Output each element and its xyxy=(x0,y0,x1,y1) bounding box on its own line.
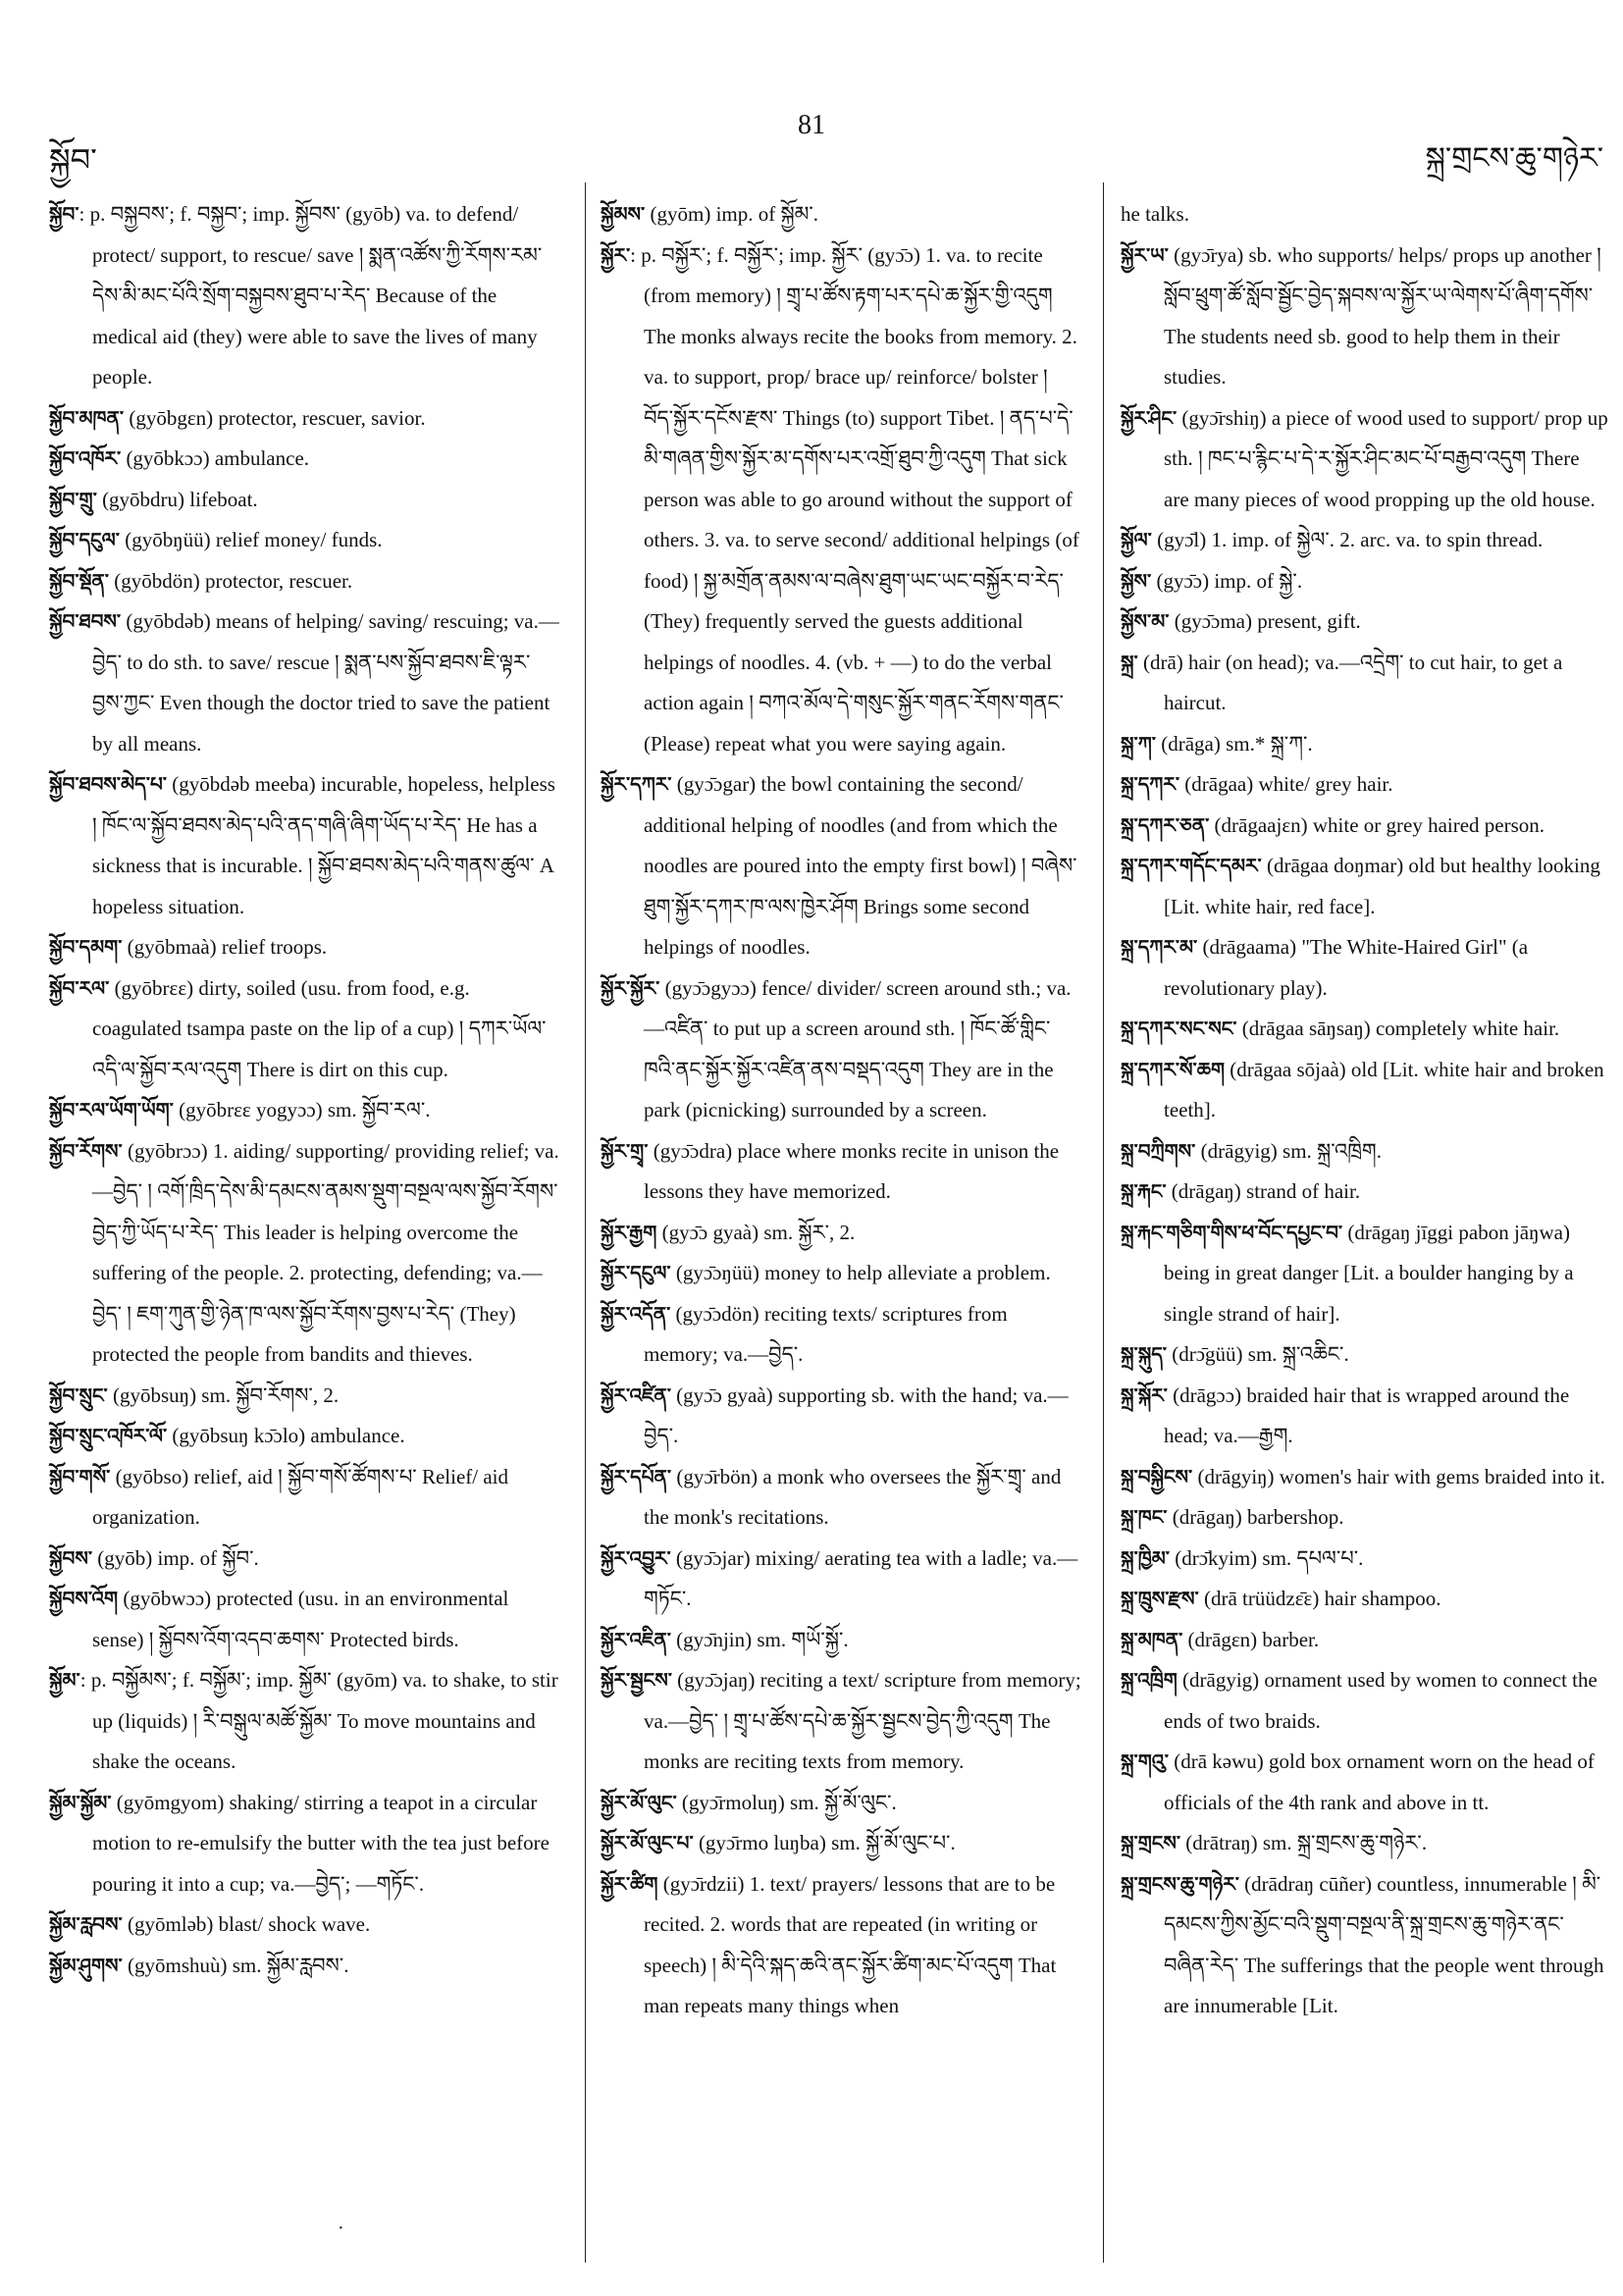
entry-definition: (drāgɔɔ) braided hair that is wrapped around the head; va.—རྒྱག. xyxy=(1164,1383,1570,1447)
entry-headword: སྐྱོར་དཔོན་ xyxy=(601,1464,672,1488)
entry-definition: (gyōb) imp. of སྐྱོབ་. xyxy=(92,1545,259,1570)
dictionary-entry xyxy=(601,194,1081,235)
dictionary-column-1 xyxy=(49,194,561,1986)
entry-definition: (gyɔ̄rmo luŋba) sm. སྐྱོ་མོ་ལུང་པ་. xyxy=(693,1831,956,1854)
entry-definition: (gyɔ̄rdzii) 1. text/ prayers/ lessons that are to be recited. 2. words that are repeated (in writing or speech) ། མི་དེའི་སྐད་ཆའི་ནང་སྐྱོར་ཚིག་མང་པོ་འདུག That man repeats many things when xyxy=(644,1871,1057,2017)
entry-definition: (drāgaa sōjaà) old [Lit. white hair and broken teeth]. xyxy=(1164,1057,1604,1122)
entry-headword: སྐྲ་བཀྲིགས་ xyxy=(1121,1138,1196,1163)
dictionary-column-3 xyxy=(1121,194,1609,2027)
dictionary-entry xyxy=(601,1294,1081,1376)
entry-definition: (drāgaa) white/ grey hair. xyxy=(1179,772,1393,796)
entry-headword: སྐྲ་ཁྱིམ་ xyxy=(1121,1545,1170,1570)
entry-definition: (drāgɛn) barber. xyxy=(1182,1627,1320,1651)
entry-headword: སྐྱོར་མོ་ལུང་ xyxy=(601,1790,677,1814)
dictionary-entry xyxy=(601,1823,1081,1864)
entry-definition: (drɔ̄kyim) sm. དཔལ་པ་. xyxy=(1169,1545,1364,1570)
entry-definition: : p. བསྐྱོམས་; f. བསྐྱོམ་; imp. སྐྱོམ་ (gyōm) va. to shake, to stir up (liquids) ། རི་བསྒུལ་མཚོ་སྐྱོམ་ To move mountains and shake the oceans. xyxy=(79,1668,558,1773)
entry-headword: སྐྱོར་འདོན་ xyxy=(601,1301,671,1326)
dictionary-entry xyxy=(1121,1742,1609,1823)
entry-headword: སྐྱོར་རྒྱག xyxy=(601,1220,657,1244)
entry-headword: སྐྱོས་མ་ xyxy=(1121,609,1170,633)
entry-definition: (gyɔ̄ɔ gyaà) supporting sb. with the hand; va.—བྱེད་. xyxy=(644,1383,1069,1447)
entry-headword: སྐྲ་དཀར་གདོང་དམར་ xyxy=(1121,854,1262,877)
entry-headword: སྐྱོབ་གྲུ་ xyxy=(49,487,97,511)
entry-definition: (gyɔ̄rya) sb. who supports/ helps/ props up another ། སློབ་ཕྲུག་ཚོ་སློབ་སྦྱོང་བྱེད་སྐབས་ལ་སྐྱོར་ཡ་ལེགས་པོ་ཞིག་དགོས་ The students need sb. good to help them in their studies. xyxy=(1164,242,1601,389)
entry-definition: (drātraŋ) sm. སྐྲ་གྲངས་ཆུ་གཉེར་. xyxy=(1180,1831,1428,1854)
entry-headword: སྐྱོམ་ xyxy=(49,1668,80,1692)
entry-definition: : p. བསྐྱོར་; f. བསྐྱོར་; imp. སྐྱོར་ (gyɔ̄ɔ) 1. va. to recite (from memory) ། གྲྭ་པ་ཚོས་རྟག་པར་དཔེ་ཆ་སྐྱོར་གྱི་འདུག The monks always recite the books from memory. 2. va. to support, prop/ brace up/ reinforce/ bolster ། བོད་སྐྱོར་དངོས་རྫས་ Things (to) support Tibet. ། ནད་པ་དེ་མི་གཞན་གྱིས་སྐྱོར་མ་དགོས་པར་འགྲོ་ཐུབ་ཀྱི་འདུག That sick person was able to go around without the support of others. 3. va. to serve second/ additional helpings (of food) ། སྐྱ་མགྲོན་ནམས་ལ་བཞེས་ཐུག་ཡང་ཡང་བསྐྱོར་བ་རེད་ (They) frequently served the guests additional helpings of noodles. 4. (vb. + —) to do the verbal action again ། བཀའ་མོལ་དེ་གསུང་སྐྱོར་གནང་རོགས་གནང་ (Please) repeat what you were saying again. xyxy=(630,242,1079,756)
entry-definition: (drā kəwu) gold box ornament worn on the head of officials of the 4th rank and above in tt. xyxy=(1164,1749,1595,1814)
entry-headword: སྐྱོབ་སྡོན་ xyxy=(49,568,109,593)
dictionary-entry xyxy=(1121,1050,1609,1131)
dictionary-entry xyxy=(1121,561,1609,602)
dictionary-entry xyxy=(1121,398,1609,521)
dictionary-entry xyxy=(1121,601,1609,643)
entry-definition: (drāgaŋ) strand of hair. xyxy=(1166,1179,1361,1203)
entry-definition: (drāgaŋ jīggi pabon jāŋwa) being in great danger [Lit. a boulder hanging by a single strand of hair]. xyxy=(1164,1220,1574,1326)
entry-headword: སྐྱོར་ xyxy=(601,242,631,267)
entry-definition: (gyōbrɛɛ yogyɔɔ) sm. སྐྱོབ་རལ་. xyxy=(173,1098,431,1122)
dictionary-entry xyxy=(49,1579,561,1660)
entry-definition: (gyɔ̄ɔ gyaà) sm. སྐྱོར་, 2. xyxy=(656,1220,856,1244)
dictionary-entry xyxy=(1121,724,1609,765)
entry-headword: སྐྱོམས་ xyxy=(601,202,646,226)
dictionary-entry xyxy=(1121,1823,1609,1864)
dictionary-entry xyxy=(1121,194,1609,235)
dictionary-entry xyxy=(49,398,561,440)
entry-definition: (gyōbrɛɛ) dirty, soiled (usu. from food, e.g. coagulated tsampa paste on the lip of a cup) ། དཀར་ཡོལ་འདི་ལ་སྐྱོབ་རལ་འདུག There is dirt on this cup. xyxy=(92,975,547,1081)
entry-definition: (drāgaa doŋmar) old but healthy looking [Lit. white hair, red face]. xyxy=(1164,854,1600,918)
entry-definition: (drāgyig) ornament used by women to connect the ends of two braids. xyxy=(1164,1668,1597,1733)
entry-definition: (gyɔ̄rshiŋ) a piece of wood used to support/ prop up sth. ། ཁང་པ་རྙིང་པ་དེ་ར་སྐྱོར་ཤིང་མང་པོ་བརྒྱབ་འདུག There are many pieces of wood propping up the old house. xyxy=(1164,405,1608,511)
dictionary-entry xyxy=(1121,1579,1609,1620)
entry-headword: སྐྱོབ་འཁོར་ xyxy=(49,446,122,470)
footer-mark: · xyxy=(338,2218,344,2239)
dictionary-entry xyxy=(1121,1620,1609,1661)
entry-headword: སྐྱོར་དཀར་ xyxy=(601,772,672,796)
entry-definition: (gyōbwɔɔ) protected (usu. in an environmental sense) ། སྐྱོབས་འོག་འདབ་ཆགས་ Protected birds. xyxy=(92,1587,509,1651)
entry-headword: སྐྱོར་གྲྭ་ xyxy=(601,1138,649,1163)
entry-definition: (gyōbdön) protector, rescuer. xyxy=(108,568,353,593)
entry-definition: : p. བསྐྱབས་; f. བསྐྱབ་; imp. སྐྱོབས་ (gyōb) va. to defend/ protect/ support, to rescue/ save ། སྨན་འཚོས་ཀྱི་རོགས་རམ་དེས་མི་མང་པོའི་སྲོག་བསྐྱབས་ཐུབ་པ་རེད་ Because of the medical aid (they) were able to save the lives of many people. xyxy=(79,202,543,389)
entry-definition: (gyōbdru) lifeboat. xyxy=(96,487,258,511)
entry-headword: སྐྱོར་འཛིན་ xyxy=(601,1383,671,1407)
entry-headword: སྐྲ་དཀར་སང་སང་ xyxy=(1121,1017,1237,1040)
entry-definition: (gyɔ̄ɔdra) place where monks recite in unison the lessons they have memorized. xyxy=(644,1138,1060,1203)
dictionary-entry xyxy=(49,1090,561,1131)
entry-headword: སྐྱོམ་ཤུགས་ xyxy=(49,1953,123,1977)
entry-headword: སྐྱོར་ཡ་ xyxy=(1121,242,1169,267)
entry-definition: (gyɔ̄ɔ) imp. of སྐྱེ་. xyxy=(1151,568,1303,593)
entry-definition: (gyōbsuŋ) sm. སྐྱོབ་རོགས་, 2. xyxy=(107,1383,340,1407)
entry-definition: (drādraŋ cūñer) countless, innumerable ། མི་དམངས་ཀྱིས་མྱོང་བའི་སྡུག་བསྔལ་ནི་སྐྲ་གྲངས་ཆུ་གཉེར་ནང་བཞིན་རེད་ The sufferings that the people went through are innumerable [Lit. xyxy=(1164,1871,1604,2017)
entry-definition: (gyɔ̄l) 1. imp. of སྐྱེལ་. 2. arc. va. to spin thread. xyxy=(1151,528,1544,551)
entry-definition: (gyōbgɛn) protector, rescuer, savior. xyxy=(124,405,426,430)
dictionary-entry xyxy=(49,1457,561,1539)
dictionary-entry xyxy=(49,480,561,521)
entry-headword: སྐྱོར་ཤིང་ xyxy=(1121,405,1178,430)
entry-headword: སྐྱོབ་ xyxy=(49,202,79,226)
entry-headword: སྐྲ་ xyxy=(1121,650,1138,674)
dictionary-entry xyxy=(1121,927,1609,1009)
entry-headword: སྐྱོབ་ཐབས་ xyxy=(49,609,122,633)
entry-headword: སྐྲ་རྐང་ xyxy=(1121,1179,1167,1203)
dictionary-entry xyxy=(601,1783,1081,1824)
dictionary-entry xyxy=(49,1131,561,1376)
entry-headword: སྐྱོར་འབྱུར་ xyxy=(601,1545,671,1570)
dictionary-entry xyxy=(601,1864,1081,2027)
entry-definition: (gyōbsuŋ kɔ̄ɔlo) ambulance. xyxy=(167,1424,405,1447)
dictionary-entry xyxy=(49,1376,561,1417)
entry-definition: (gyōmgyom) shaking/ stirring a teapot in a circular motion to re-emulsify the butter with the tea just before pouring it into a cup; va.—བྱེད་; —གཏོང་. xyxy=(92,1790,550,1896)
dictionary-entry xyxy=(1121,520,1609,561)
entry-definition: (gyɔ̄ɔgar) the bowl containing the second/ additional helping of noodles (and from which the noodles are poured into the empty first bowl) ། བཞེས་ཐུག་སྐྱོར་དཀར་ཁ་ལས་ཁྱེར་ཤོག Brings some second helpings of noodles. xyxy=(644,772,1077,959)
page-header-left-term: སྐྱོབ་ xyxy=(49,142,97,178)
dictionary-entry xyxy=(1121,1213,1609,1335)
entry-definition: (drāgaŋ) barbershop. xyxy=(1167,1505,1344,1529)
entry-headword: སྐྱོར་མོ་ལུང་པ་ xyxy=(601,1831,694,1854)
entry-definition: (gyōbdəb) means of helping/ saving/ rescuing; va.—བྱེད་ to do sth. to save/ rescue ། སྨན་པས་སྐྱོབ་ཐབས་ཇི་ལྟར་བྱས་ཀྱང་ Even though the doctor tried to save the patient by all means. xyxy=(92,609,559,756)
entry-headword: སྐྲ་རྐང་གཅིག་གིས་ཕ་བོང་དཔྱང་བ་ xyxy=(1121,1220,1343,1244)
entry-headword: སྐྲ་གའུ་ xyxy=(1121,1749,1169,1773)
entry-headword: སྐྲ་འཁྲིག xyxy=(1121,1668,1178,1692)
dictionary-entry xyxy=(49,439,561,480)
entry-definition: (drā) hair (on head); va.—འདྲེག་ to cut hair, to get a haircut. xyxy=(1137,650,1563,714)
dictionary-entry xyxy=(1121,1864,1609,2027)
entry-definition: (gyōm) imp. of སྐྱོམ་. xyxy=(645,202,819,226)
column-divider xyxy=(585,183,586,2263)
dictionary-entry xyxy=(1121,806,1609,847)
dictionary-entry xyxy=(601,1539,1081,1620)
entry-headword: སྐྲ་མཁན་ xyxy=(1121,1627,1183,1651)
dictionary-entry xyxy=(49,764,561,927)
dictionary-entry xyxy=(49,1416,561,1457)
entry-headword: སྐྱོབ་དངུལ་ xyxy=(49,528,120,551)
entry-definition: (gyɔ̄rmoluŋ) sm. སྐྱོ་མོ་ལུང་. xyxy=(676,1790,897,1814)
dictionary-entry xyxy=(49,1905,561,1946)
entry-headword: སྐྱོབ་ཐབས་མེད་པ་ xyxy=(49,772,167,796)
entry-definition: (gyōbŋüü) relief money/ funds. xyxy=(119,528,383,551)
entry-definition: (drāgaajɛn) white or grey haired person. xyxy=(1209,812,1545,837)
dictionary-entry xyxy=(1121,1660,1609,1742)
dictionary-entry xyxy=(1121,1539,1609,1580)
dictionary-entry xyxy=(1121,1457,1609,1498)
entry-definition: (drɔ̄güü) sm. སྐྲ་འཆིང་. xyxy=(1166,1342,1349,1366)
entry-headword: སྐྲ་བསྐྱིངས་ xyxy=(1121,1464,1193,1488)
dictionary-entry xyxy=(49,1783,561,1905)
entry-definition: (drā trüüdzɛ̄ɛ) hair shampoo. xyxy=(1198,1587,1441,1610)
entry-headword: སྐྱོར་ཚིག xyxy=(601,1871,658,1896)
dictionary-entry xyxy=(1121,643,1609,724)
entry-headword: སྐྱོལ་ xyxy=(1121,528,1152,551)
entry-definition: (gyōbrɔɔ) 1. aiding/ supporting/ providing relief; va.—བྱེད་ ། འགོ་ཁྲིད་དེས་མི་དམངས་ནམས་སྡུག་བསྔལ་ལས་སྐྱོབ་རོགས་བྱེད་ཀྱི་ཡོད་པ་རེད་ This leader is helping overcome the suffering of the people. 2. protecting, defending; va.—བྱེད་ ། ཇག་ཀུན་གྱི་ཉེན་ཁ་ལས་སྐྱོབ་རོགས་བྱས་པ་རེད་ (They) protected the people from bandits and thieves. xyxy=(92,1138,559,1366)
entry-definition: (gyɔ̄ɔjaŋ) reciting a text/ scripture from memory; va.—བྱེད་ ། གྲྭ་པ་ཚོས་དཔེ་ཆ་སྐྱོར་སྦྱངས་བྱེད་ཀྱི་འདུག The monks are reciting texts from memory. xyxy=(644,1668,1081,1773)
dictionary-entry xyxy=(1121,235,1609,398)
entry-headword: སྐྲ་ཀ་ xyxy=(1121,731,1156,756)
entry-headword: སྐྲ་དཀར་ཅན་ xyxy=(1121,812,1210,837)
entry-headword: སྐྲ་དཀར་ xyxy=(1121,772,1180,796)
entry-headword: སྐྱོབ་རོགས་ xyxy=(49,1138,123,1163)
dictionary-entry xyxy=(601,968,1081,1131)
dictionary-entry xyxy=(49,1946,561,1987)
entry-headword: སྐྱོམ་སྐྱོམ་ xyxy=(49,1790,112,1814)
entry-headword: སྐྱོར་དངུལ་ xyxy=(601,1261,671,1284)
entry-headword: སྐྲ་དཀར་མ་ xyxy=(1121,935,1198,959)
dictionary-entry xyxy=(49,1539,561,1580)
dictionary-entry xyxy=(601,1376,1081,1457)
dictionary-entry xyxy=(1121,1376,1609,1457)
dictionary-entry xyxy=(49,601,561,764)
dictionary-column-2 xyxy=(601,194,1081,2027)
dictionary-entry xyxy=(1121,1497,1609,1539)
dictionary-entry xyxy=(49,1660,561,1783)
entry-headword: སྐྲ་གྲངས་ xyxy=(1121,1831,1181,1854)
entry-definition: (gyɔ̄ɔdön) reciting texts/ scriptures from memory; va.—བྱེད་. xyxy=(644,1301,1008,1366)
dictionary-entry xyxy=(601,764,1081,968)
entry-headword: སྐྱོབ་དམག་ xyxy=(49,935,123,959)
entry-headword: སྐྱོར་སྦྱངས་ xyxy=(601,1668,672,1692)
entry-definition: (gyɔ̄njin) sm. གཡོ་སྐྱོ་. xyxy=(670,1627,849,1651)
dictionary-entry xyxy=(601,1660,1081,1783)
entry-definition: he talks. xyxy=(1121,202,1189,226)
entry-definition: (gyɔ̄ɔjar) mixing/ aerating tea with a ladle; va.—གཏོང་. xyxy=(644,1545,1078,1610)
entry-definition: (gyōbdəb meeba) incurable, hopeless, helpless ། ཁོང་ལ་སྐྱོབ་ཐབས་མེད་པའི་ནད་གཞི་ཞིག་ཡོད་པ་རེད་ He has a sickness that is incurable. ། སྐྱོབ་ཐབས་མེད་པའི་གནས་ཚུལ་ A hopeless situation. xyxy=(92,772,555,918)
entry-definition: (drāgyiŋ) women's hair with gems braided into it. xyxy=(1192,1464,1605,1488)
column-divider xyxy=(1103,183,1104,2263)
entry-headword: སྐྱོས་ xyxy=(1121,568,1152,593)
entry-headword: སྐྱོབ་སྲུང་ xyxy=(49,1383,108,1407)
dictionary-entry xyxy=(601,1620,1081,1661)
dictionary-entry xyxy=(1121,1172,1609,1213)
dictionary-entry xyxy=(49,520,561,561)
dictionary-entry xyxy=(601,1457,1081,1539)
entry-headword: སྐྲ་གྲངས་ཆུ་གཉེར་ xyxy=(1121,1871,1239,1896)
entry-headword: སྐྲ་སྐུད་ xyxy=(1121,1342,1167,1366)
dictionary-entry xyxy=(1121,846,1609,927)
dictionary-entry xyxy=(49,194,561,398)
dictionary-entry xyxy=(601,1253,1081,1294)
entry-headword: སྐྱོབ་སྲུང་འཁོར་ལོ་ xyxy=(49,1424,168,1447)
entry-definition: (gyɔ̄ɔŋüü) money to help alleviate a problem. xyxy=(670,1261,1051,1284)
entry-definition: (gyōbmaà) relief troops. xyxy=(122,935,328,959)
dictionary-entry xyxy=(49,968,561,1091)
dictionary-entry xyxy=(1121,1009,1609,1050)
entry-definition: (drāgyig) sm. སྐྲ་འཁྲིག. xyxy=(1195,1138,1382,1163)
entry-headword: སྐྱོབ་གསོ་ xyxy=(49,1464,111,1488)
dictionary-entry xyxy=(601,1131,1081,1213)
entry-definition: (gyɔ̄ɔma) present, gift. xyxy=(1169,609,1361,633)
entry-headword: སྐྲ་སྐོར་ xyxy=(1121,1383,1168,1407)
entry-headword: སྐྱོར་སྐྱོར་ xyxy=(601,975,660,1000)
entry-headword: སྐྱོབ་མཁན་ xyxy=(49,405,125,430)
entry-definition: (gyɔ̄rbön) a monk who oversees the སྐྱོར་གྲྭ་ and the monk's recitations. xyxy=(644,1464,1062,1529)
entry-headword: སྐྲ་ཁྲུས་རྫས་ xyxy=(1121,1587,1199,1610)
entry-headword: སྐྱོབས་འོག xyxy=(49,1587,119,1610)
dictionary-entry xyxy=(1121,1131,1609,1173)
dictionary-entry xyxy=(601,235,1081,765)
entry-definition: (gyɔ̄ɔgyɔɔ) fence/ divider/ screen around sth.; va.—འཛིན་ to put up a screen around sth. ། ཁོང་ཚོ་གླིང་ཁའི་ནང་སྐྱོར་སྐྱོར་འཛིན་ནས་བསྡད་འདུག They are in the park (picnicking) surrounded by a screen. xyxy=(644,975,1072,1122)
entry-definition: (drāgaa sāŋsaŋ) completely white hair. xyxy=(1236,1017,1560,1040)
entry-definition: (gyōbso) relief, aid ། སྐྱོབ་གསོ་ཚོགས་པ་ Relief/ aid organization. xyxy=(92,1464,508,1529)
entry-definition: (gyōbkɔɔ) ambulance. xyxy=(121,446,310,470)
page-header-right-term: སྐྲ་གྲངས་ཆུ་གཉེར་ xyxy=(1425,142,1603,175)
entry-headword: སྐྱོབ་རལ་ xyxy=(49,975,110,1000)
entry-headword: སྐྲ་དཀར་སོ་ཆག xyxy=(1121,1057,1226,1081)
dictionary-entry xyxy=(1121,1334,1609,1376)
entry-headword: སྐྲ་ཁང་ xyxy=(1121,1505,1168,1529)
entry-definition: (gyōmshuù) sm. སྐྱོམ་རླབས་. xyxy=(122,1953,349,1977)
entry-definition: (drāga) sm.* སྐྲ་ཀ་. xyxy=(1155,731,1313,756)
entry-headword: སྐྱོམ་རླབས་ xyxy=(49,1912,123,1936)
page-number: 81 xyxy=(798,110,825,140)
entry-definition: (drāgaama) "The White-Haired Girl" (a revolutionary play). xyxy=(1164,935,1529,1000)
entry-headword: སྐྱོབ་རལ་ཡོག་ཡོག་ xyxy=(49,1098,174,1122)
dictionary-entry xyxy=(49,927,561,968)
entry-headword: སྐྱོར་འཇིན་ xyxy=(601,1627,671,1651)
dictionary-entry xyxy=(49,561,561,602)
dictionary-entry xyxy=(1121,764,1609,806)
entry-definition: (gyōmləb) blast/ shock wave. xyxy=(122,1912,371,1936)
dictionary-entry xyxy=(601,1213,1081,1254)
entry-headword: སྐྱོབས་ xyxy=(49,1545,93,1570)
